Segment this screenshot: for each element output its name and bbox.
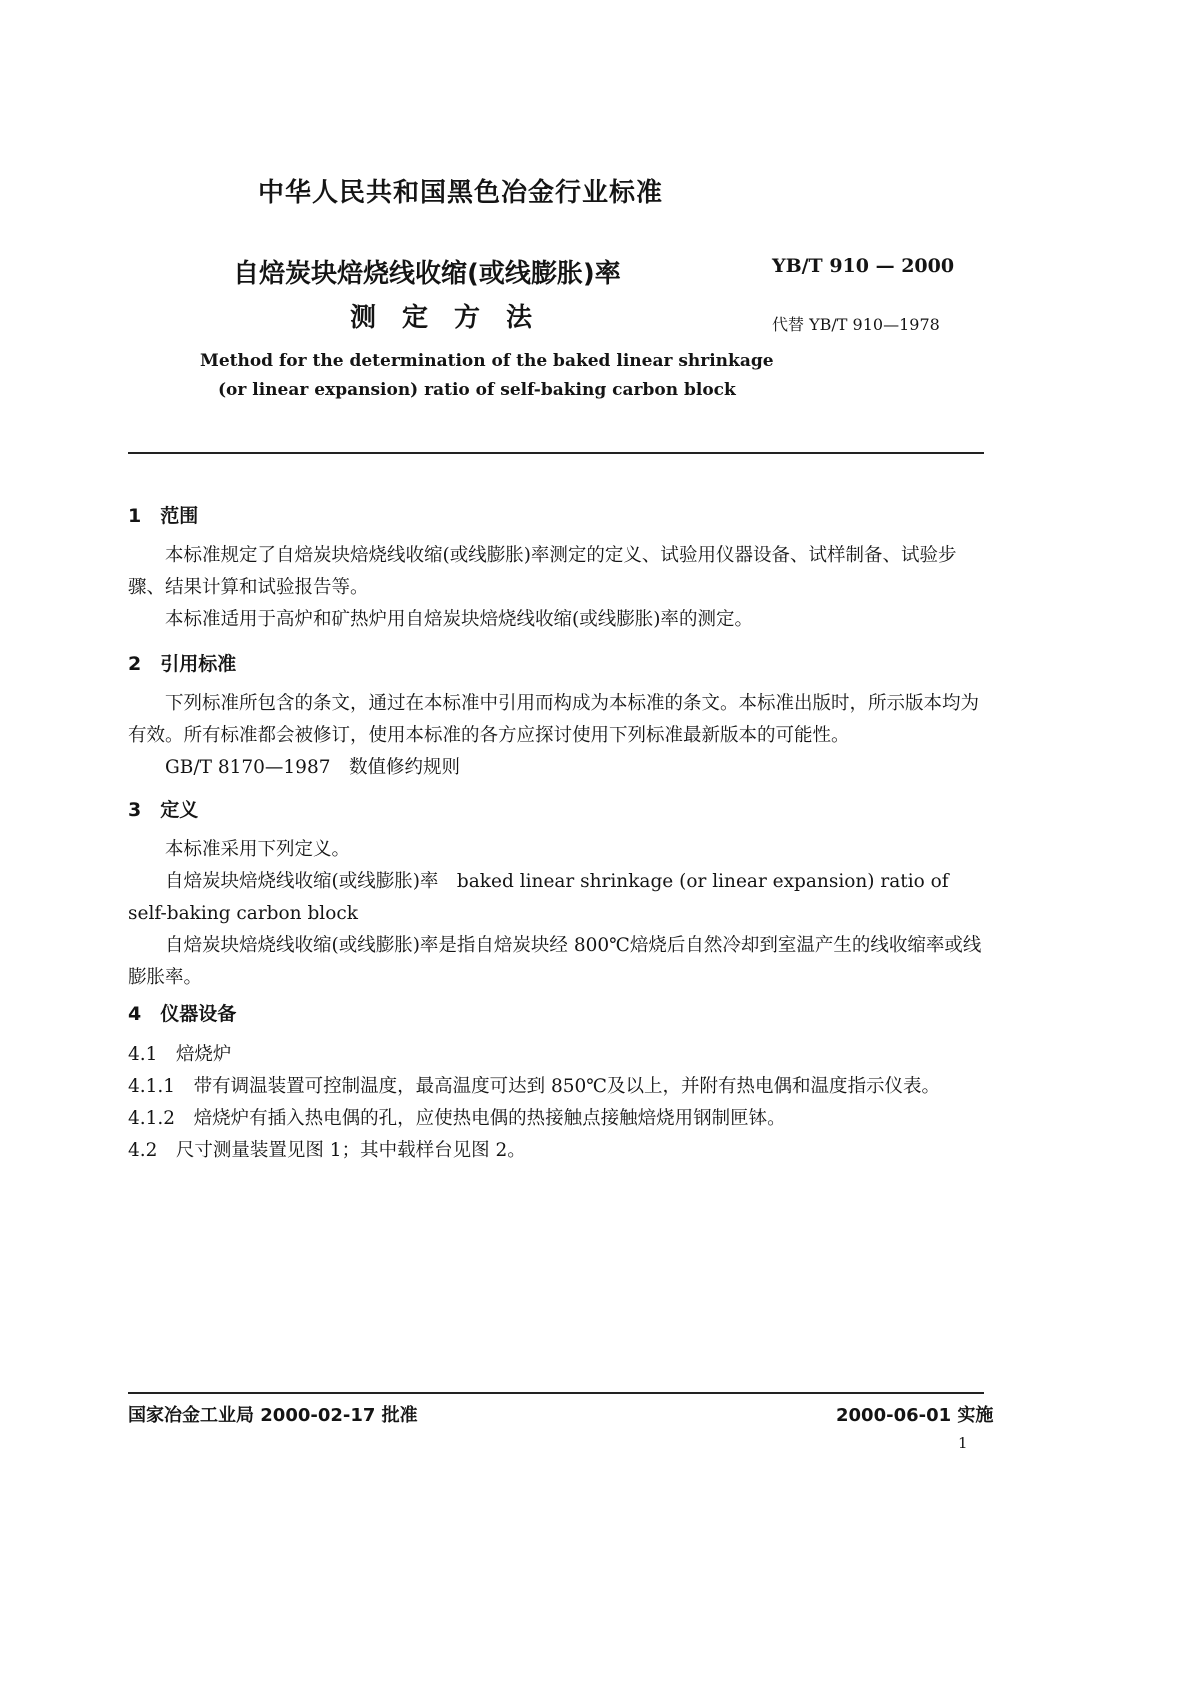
section-1-paragraph-2: 本标准适用于高炉和矿热炉用自焙炭块焙烧线收缩(或线膨胀)率的测定。 (165, 609, 753, 630)
section-4-body (128, 1039, 986, 1167)
section-2-body (128, 688, 986, 784)
section-2-paragraph-1: 下列标准所包含的条文，通过在本标准中引用而构成为本标准的条文。本标准出版时，所示版本均为有效。所有标准都会被修订，使用本标准的各方应探讨使用下列标准最新版本的可能性。 (128, 693, 980, 746)
section-1-heading: 1 范围 (128, 505, 199, 527)
replaces-standard: 代替 YB/T 910—1978 (772, 315, 940, 334)
section-1-paragraph-1: 本标准规定了自焙炭块焙烧线收缩(或线膨胀)率测定的定义、试验用仪器设备、试样制备、试验步骤、结果计算和试验报告等。 (128, 545, 957, 598)
standard-number: YB/T 910 — 2000 (772, 255, 955, 277)
doc-title-line1: 自焙炭块焙烧线收缩(或线膨胀)率 (233, 259, 621, 289)
clause-4-1-1: 4.1.1 带有调温装置可控制温度，最高温度可达到 850℃及以上，并附有热电偶和温度指示仪表。 (128, 1076, 940, 1097)
section-3-paragraph-1: 本标准采用下列定义。 (165, 839, 351, 860)
normative-reference: GB/T 8170—1987 数值修约规则 (165, 757, 460, 778)
header-rule (128, 452, 984, 454)
page-number: 1 (958, 1434, 968, 1452)
clause-4-1-2: 4.1.2 焙烧炉有插入热电偶的孔，应使热电偶的热接触点接触焙烧用钢制匣钵。 (128, 1108, 786, 1129)
doc-title-line2: 测 定 方 法 (350, 303, 533, 333)
section-1-body (128, 540, 986, 636)
section-2-heading: 2 引用标准 (128, 653, 237, 675)
english-title-line2: (or linear expansion) ratio of self-baking carbon block (218, 380, 736, 400)
clause-4-1: 4.1 焙烧炉 (128, 1044, 232, 1065)
org-title: 中华人民共和国黑色冶金行业标准 (258, 178, 664, 208)
section-4-heading: 4 仪器设备 (128, 1003, 237, 1025)
section-3-body (128, 834, 986, 994)
clause-4-2: 4.2 尺寸测量装置见图 1；其中载样台见图 2。 (128, 1140, 526, 1161)
term-definition: 自焙炭块焙烧线收缩(或线膨胀)率 baked linear shrinkage (or linear expansion) ratio of self-baking carbon block (128, 871, 949, 924)
footer-rule (128, 1392, 984, 1394)
implementation-date: 2000-06-01 实施 (836, 1405, 994, 1426)
section-3-paragraph-3: 自焙炭块焙烧线收缩(或线膨胀)率是指自焙炭块经 800℃焙烧后自然冷却到室温产生的线收缩率或线膨胀率。 (128, 935, 982, 988)
english-title-line1: Method for the determination of the baked linear shrinkage (200, 351, 774, 371)
approval-line: 国家冶金工业局 2000-02-17 批准 (128, 1405, 418, 1426)
section-3-heading: 3 定义 (128, 799, 199, 821)
